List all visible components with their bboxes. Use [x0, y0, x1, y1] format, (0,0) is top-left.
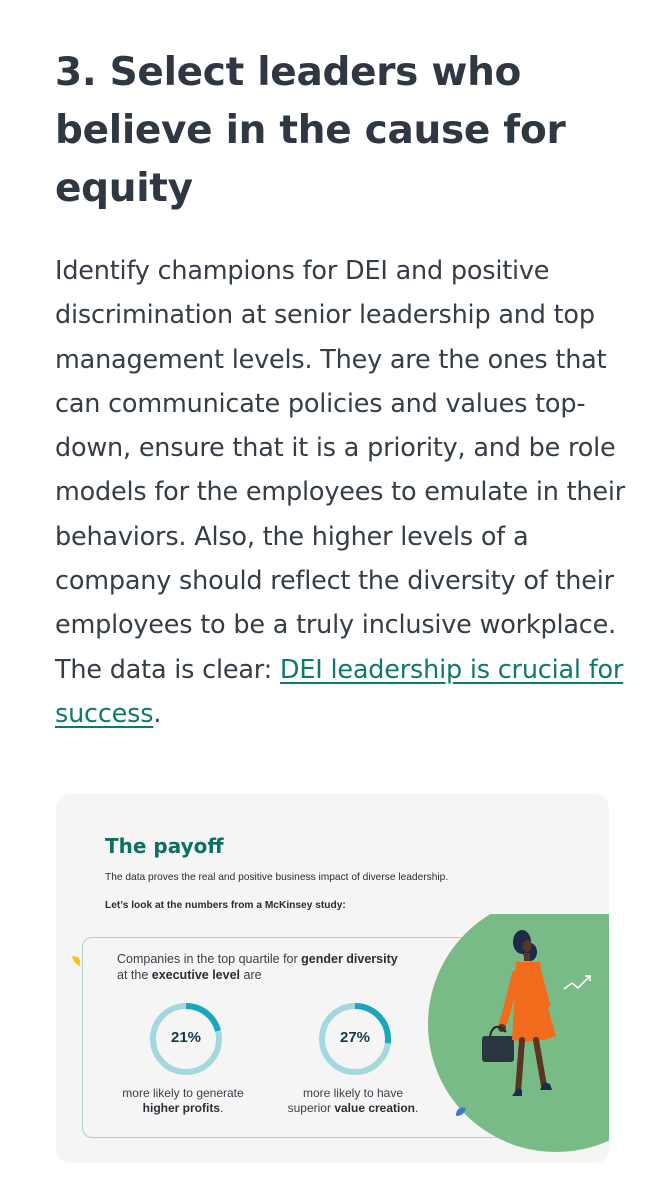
dei-leadership-link[interactable]: DEI leadership is crucial for success — [55, 654, 624, 729]
yellow-leaf-icon — [70, 954, 84, 968]
infographic-lead: Let’s look at the numbers from a McKinsey study: — [105, 900, 346, 911]
body-paragraph — [55, 249, 630, 736]
stat-value-2: 27% — [339, 1029, 371, 1046]
infographic-title: The payoff — [105, 834, 224, 858]
section-heading: 3. Select leaders who believe in the cause for equity — [55, 50, 566, 211]
stats-intro: Companies in the top quartile for gender diversity at the executive level are — [117, 952, 398, 982]
intro-bold-gender: gender diversity — [301, 952, 398, 966]
stat-caption-1: more likely to generate higher profits. — [122, 1086, 244, 1115]
payoff-infographic — [56, 794, 609, 1163]
paragraph-text: Identify champions for DEI and positive discrimination at senior leadership and top management levels. They are the ones that can communicate policies and values top-down, ensure that it is a priority, and be role models for the employees to emulate in their behaviors. Also, the higher levels of a company should reflect the diversity of their employees to be a truly inclusive workplace. The data is clear: — [55, 256, 626, 685]
handbag-icon — [482, 1036, 514, 1062]
infographic-subtitle: The data proves the real and positive business impact of diverse leadership. — [105, 872, 449, 883]
paragraph-end: . — [153, 698, 162, 729]
intro-bold-executive: executive level — [151, 968, 241, 982]
blue-leaf-icon — [454, 1104, 468, 1118]
woman-illustration — [426, 914, 609, 1163]
stat-caption-2: more likely to have superior value creation. — [287, 1086, 419, 1115]
stat-value-1: 21% — [170, 1029, 202, 1046]
